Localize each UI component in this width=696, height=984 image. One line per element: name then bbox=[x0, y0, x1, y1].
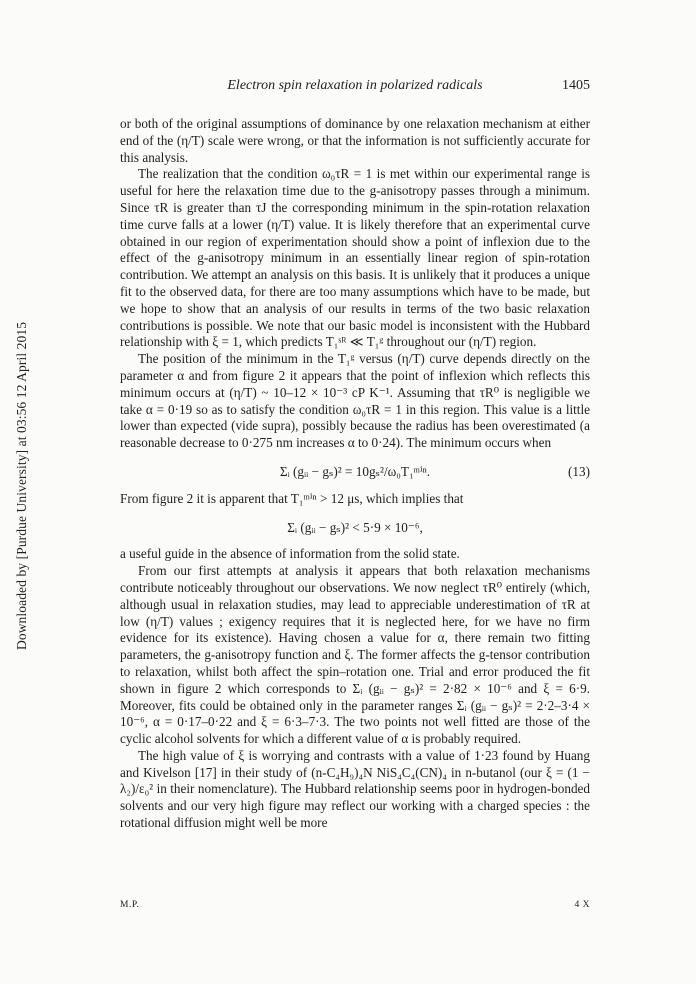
paragraph-2: The realization that the condition ω₀τR = 1 is met within our experimental range is useful for here the relaxation time due to the g-anisotropy passes through a minimum. Since τR is greater than τJ the corresponding minimum in the spin-rotation relaxation time curve falls at a lower (η/T) value. It is likely therefore that an experimental curve obtained in our region of experimentation should show a point of inflexion due to the effect of the g-anisotropy minimum in an essentially linear region of spin-rotation contribution. We attempt an analysis on this basis. It is unlikely that it produces a unique fit to the observed data, for there are too many assumptions which have to be made, but we hope to show that an analysis of our results in terms of the two basic relaxation contributions is possible. We note that our basic model is inconsistent with the Hubbard relationship with ξ = 1, which predicts T₁ˢᴿ ≪ T₁ᵍ throughout our (η/T) region. bbox=[120, 166, 590, 350]
equation-13 bbox=[120, 464, 590, 481]
inequality-equation bbox=[120, 520, 590, 537]
page-number: 1405 bbox=[562, 78, 590, 93]
paragraph-7: The high value of ξ is worrying and contrasts with a value of 1·23 found by Huang and Kivelson [17] in their study of (n-C₄H₉)₄N NiS₄C₄(CN)₄ in n-butanol (our ξ = (1 − λ₂)/ε₀² in their nomenclature). The Hubbard relationship seems poor in hydrogen-bonded solvents and our very high figure may reflect our working with a charged species : the rotational diffusion might well be more bbox=[120, 747, 590, 831]
footer-signature-mark: 4 X bbox=[574, 900, 590, 910]
footer-journal-mark: M.P. bbox=[120, 900, 140, 910]
equation-13-number: (13) bbox=[568, 463, 590, 479]
paragraph-6: From our first attempts at analysis it appears that both relaxation mechanisms contribute noticeably throughout our observations. We now neglect τR⁰ entirely (which, although usual in relaxation studies, may lead to appreciable underestimation of τR at low (η/T) values ; exigency requires that it is neglected here, for we have no firm evidence for its existence). Having chosen a value for α, there remain two fitting parameters, the g-anisotropy function and ξ. The former affects the g-tensor contribution to relaxation, whilst both affect the spin–rotation one. Trial and error produced the fit shown in figure 2 which corresponds to Σᵢ (gᵢᵢ − gₛ)² = 2·82 × 10⁻⁶ and ξ = 6·9. Moreover, fits could be obtained only in the parameter ranges Σᵢ (gᵢᵢ − gₛ)² = 2·2–3·4 × 10⁻⁶, α = 0·17–0·22 and ξ = 6·3–7·3. The two points not well fitted are those of the cyclic alcohol solvents for which a different value of α is probably required. bbox=[120, 563, 590, 747]
paragraph-1: or both of the original assumptions of dominance by one relaxation mechanism at either end of the (η/T) scale were wrong, or that the information is not sufficiently accurate for this analysis. bbox=[120, 116, 590, 165]
paragraph-3: The position of the minimum in the T₁ᵍ versus (η/T) curve depends directly on the parameter α and from figure 2 it appears that the point of inflexion which reflects this minimum occurs at (η/T) ~ 10–12 × 10⁻³ cP K⁻¹. Assuming that τR⁰ is negligible we take α = 0·19 so as to satisfy the condition ω₀τR = 1 in this region. This value is a little lower than expected (vide supra), possibly because the radius has been overestimated (a reasonable decrease to 0·275 nm increases α to 0·24). The minimum occurs when bbox=[120, 351, 590, 451]
paragraph-4: From figure 2 it is apparent that T₁ᵐⁱⁿ > 12 μs, which implies that bbox=[120, 490, 464, 506]
equation-13-body: Σᵢ (gᵢᵢ − gₛ)² = 10gₛ²/ω₀T₁ᵐⁱⁿ. bbox=[279, 463, 431, 479]
paragraph-5: a useful guide in the absence of information from the solid state. bbox=[120, 546, 460, 562]
page-body bbox=[120, 116, 590, 832]
inequality-body: Σᵢ (gᵢᵢ − gₛ)² < 5·9 × 10⁻⁶, bbox=[287, 519, 423, 535]
running-header bbox=[120, 78, 590, 98]
download-note: Downloaded by [Purdue University] at 03:56 12 April 2015 bbox=[14, 321, 29, 650]
running-title: Electron spin relaxation in polarized radicals bbox=[227, 78, 483, 93]
